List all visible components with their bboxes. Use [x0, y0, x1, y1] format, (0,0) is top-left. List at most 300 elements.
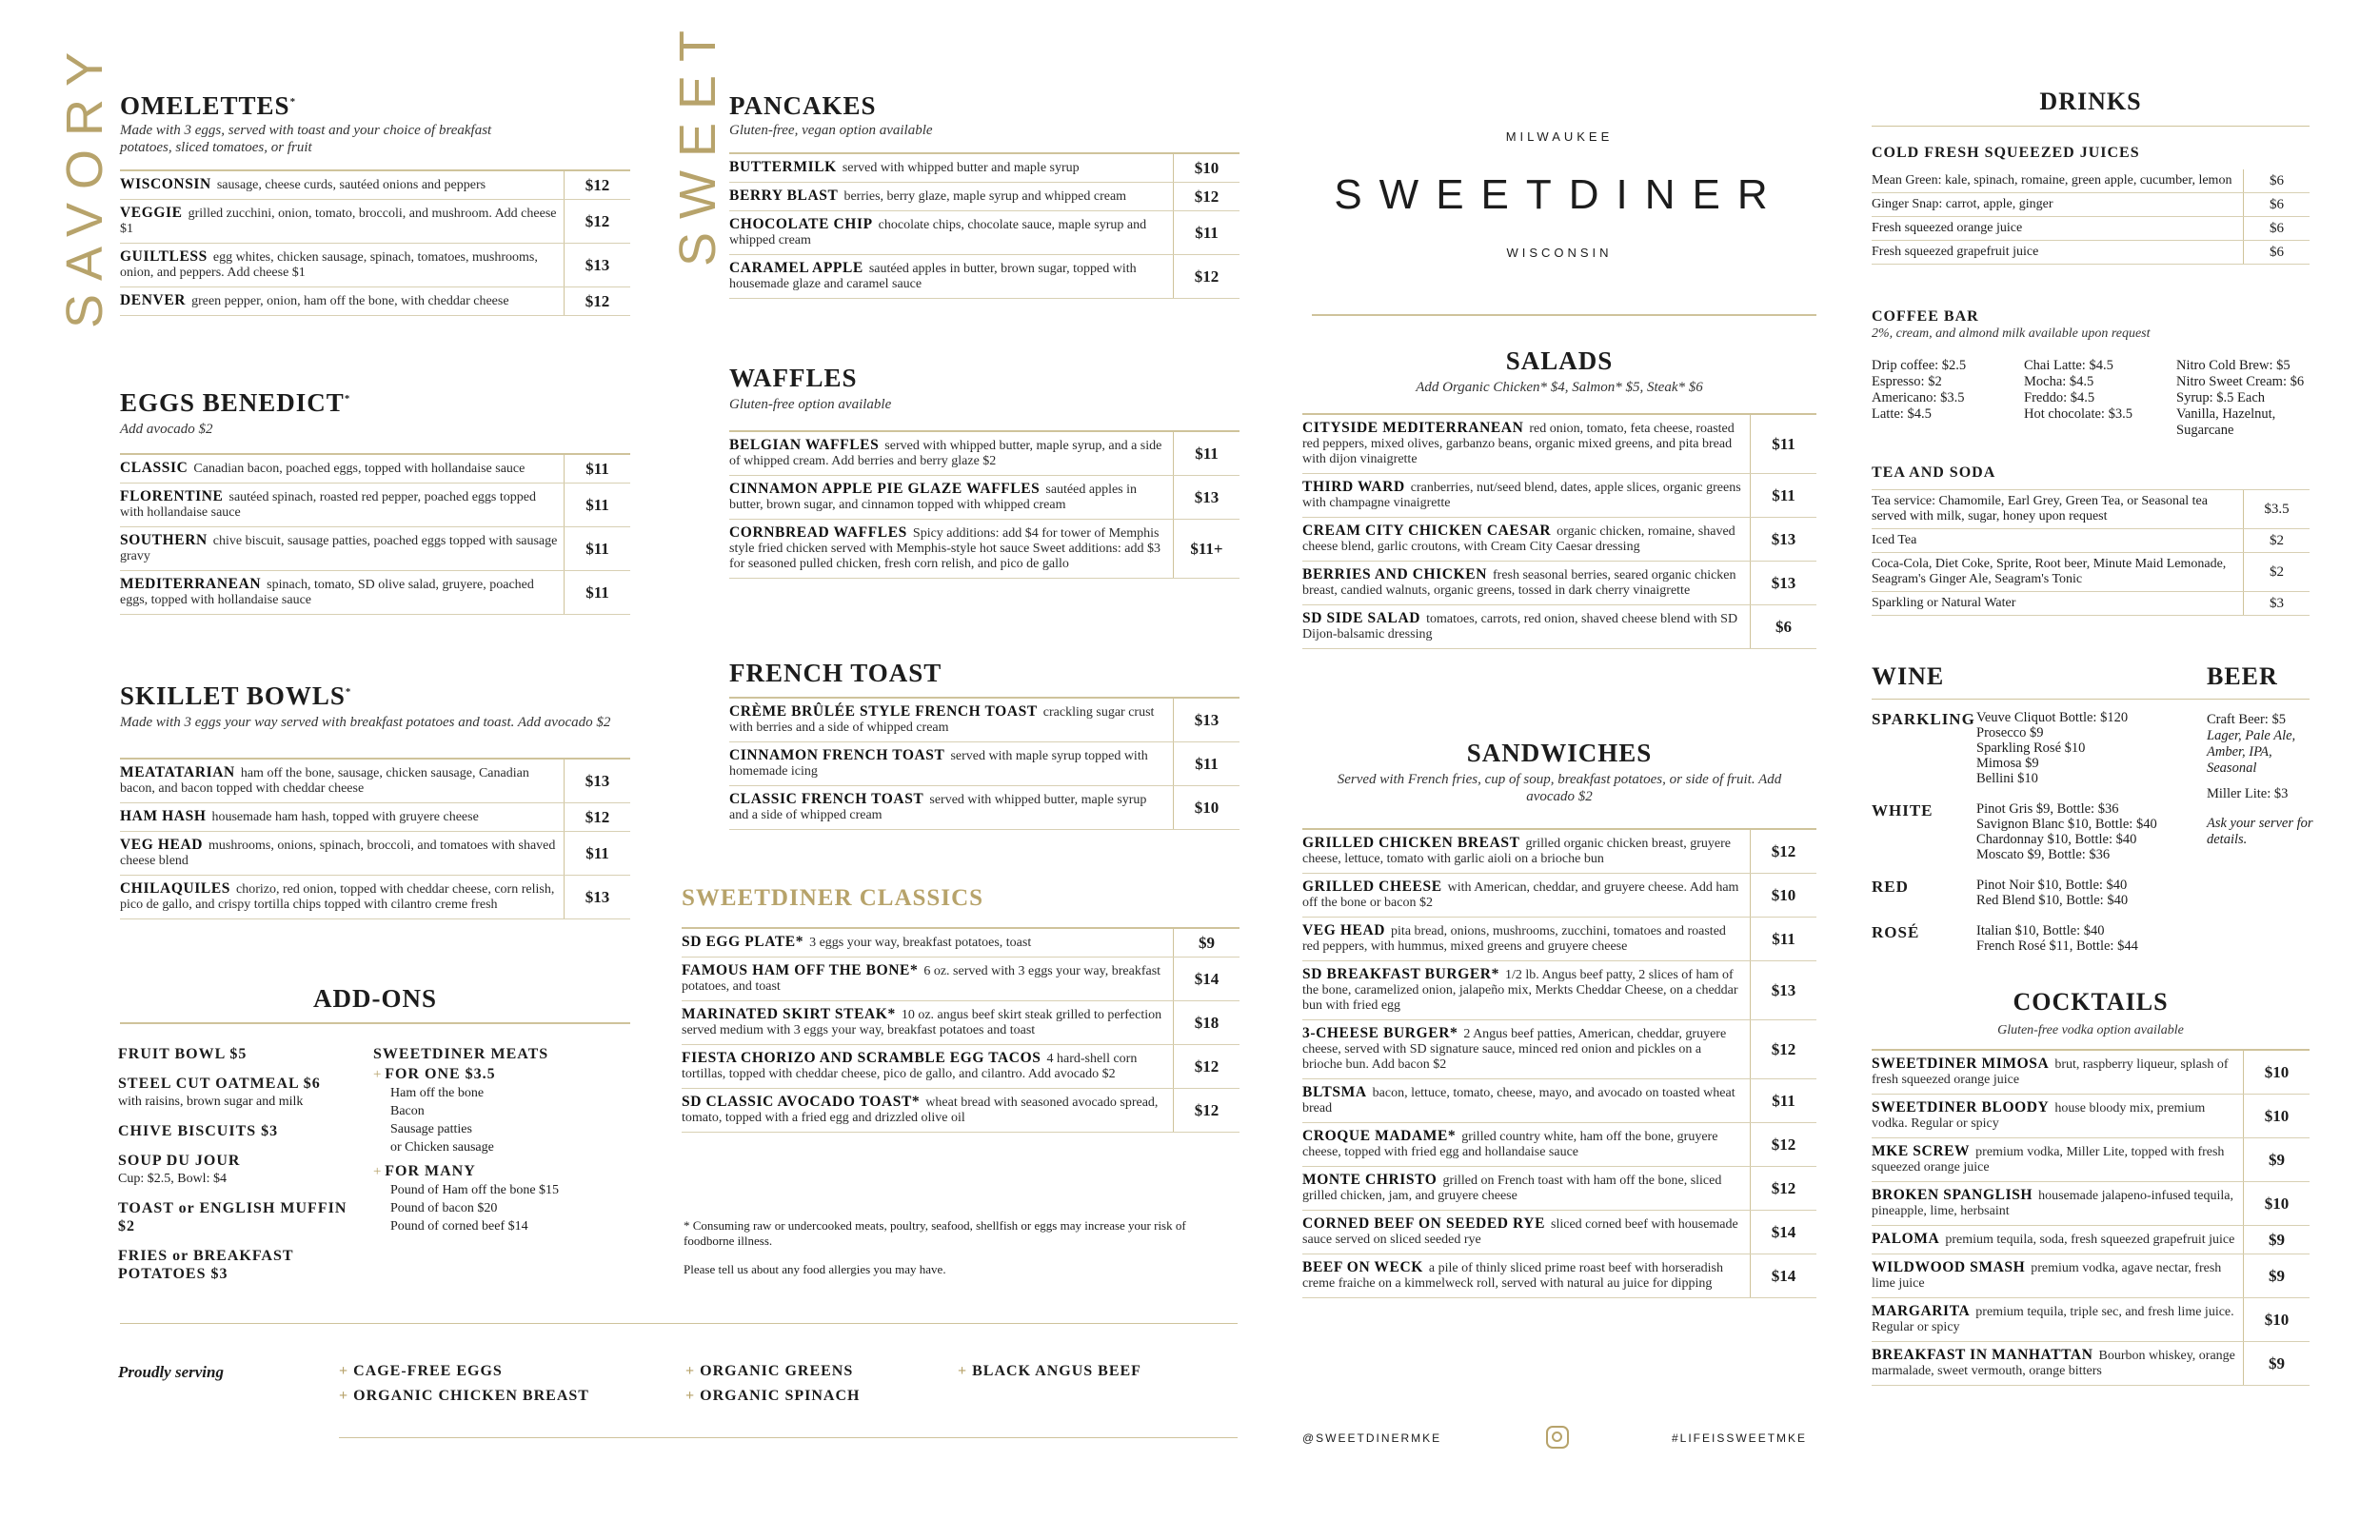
menu-item-desc	[729, 786, 1173, 829]
drink-desc: Coca-Cola, Diet Coke, Sprite, Root beer, Minute Maid Lemonade, Seagram's Ginger Ale, Seagram's Tonic	[1872, 557, 2227, 586]
for-many: FOR MANY	[385, 1163, 476, 1179]
proudly-item: ORGANIC SPINACH	[700, 1388, 861, 1404]
menu-item-desc	[1872, 1298, 2243, 1341]
menu-item-desc	[729, 699, 1173, 741]
addons-rule	[120, 1022, 630, 1024]
menu-item-desc	[1302, 415, 1750, 473]
menu-item	[729, 154, 1240, 183]
menu-item-text: a pile of thinly sliced prime roast beef with horseradish creme fraiche on a kimmelweck roll, served with natural au juice for dipping	[1302, 1261, 1724, 1291]
menu-item-name: CREAM CITY CHICKEN CAESAR	[1302, 523, 1552, 539]
drink-item	[1872, 553, 2310, 592]
drink-item	[1872, 193, 2310, 217]
menu-item-price: $13	[564, 244, 630, 286]
menu-item-text: 1/2 lb. Angus beef patty, 2 slices of ham of the bone, caramelized onion, jalapeño mix, Merkts Cheddar Cheese, on a cheddar bun with fried egg	[1302, 968, 1738, 1013]
brand-rule	[1312, 314, 1816, 316]
menu-item-desc	[729, 476, 1173, 519]
menu-item-desc	[120, 803, 564, 831]
waffles-title: WAFFLES	[729, 364, 858, 392]
menu-item-text: Bourbon whiskey, orange marmalade, sweet vermouth, orange bitters	[1872, 1349, 2235, 1378]
menu-item-price: $12	[1173, 183, 1240, 210]
addon-item	[118, 1045, 356, 1063]
proudly-item: BLACK ANGUS BEEF	[972, 1363, 1141, 1379]
meats-block: SWEETDINER MEATS + FOR ONE $3.5 Ham off the bone Bacon Sausage patties or Chicken sausage + FOR MANY Pound of Ham off the bone $15 Pound of bacon $20 Pound of corned beef $14	[373, 1045, 640, 1235]
menu-item-desc	[682, 1045, 1173, 1088]
menu-item-price: $11	[564, 527, 630, 570]
menu-item-text: wheat bread with seasoned avocado spread, tomato, topped with a fried egg and drizzled olive oil	[682, 1096, 1159, 1125]
menu-item	[120, 527, 630, 571]
wine-option: Veuve Cliquot Bottle: $120	[1976, 710, 2129, 725]
list-item: Hot chocolate: $3.5	[2024, 406, 2132, 422]
tea-title: TEA AND SODA	[1872, 464, 1996, 481]
sandwiches-list	[1302, 828, 1816, 1298]
menu-item-name: FIESTA CHORIZO AND SCRAMBLE EGG TACOS	[682, 1050, 1041, 1066]
menu-item-price: $13	[1173, 699, 1240, 741]
menu-item	[1872, 1254, 2310, 1298]
proudly-rule-top	[120, 1323, 1238, 1324]
menu-item	[1872, 1298, 2310, 1342]
menu-item	[1302, 474, 1816, 518]
menu-item-text: premium vodka, agave nectar, fresh lime juice	[1872, 1261, 2222, 1291]
menu-item	[120, 287, 630, 316]
drink-price: $2	[2243, 529, 2310, 552]
menu-item-price: $12	[564, 171, 630, 199]
menu-item-text: green pepper, onion, ham off the bone, with cheddar cheese	[191, 294, 509, 308]
menu-item-text: chive biscuit, sausage patties, poached eggs topped with sausage gravy	[120, 534, 558, 563]
addon-item	[118, 1152, 356, 1188]
menu-item	[729, 520, 1240, 579]
benedict-list	[120, 453, 630, 615]
menu-item-text: red onion, tomato, feta cheese, roasted red peppers, mixed olives, garbanzo beans, organic mixed greens, and pita bread with dijon vinaigrette	[1302, 422, 1735, 466]
menu-item-price: $10	[2243, 1095, 2310, 1137]
menu-item-text: chocolate chips, chocolate sauce, maple syrup and whipped cream	[729, 218, 1147, 247]
proudly-col1: + CAGE-FREE EGGS + ORGANIC CHICKEN BREAST	[339, 1363, 589, 1404]
menu-item	[120, 455, 630, 484]
note-allergy: Please tell us about any food allergies you may have.	[684, 1262, 946, 1276]
beer-title: BEER	[2207, 662, 2278, 690]
menu-item	[729, 183, 1240, 211]
menu-item-desc	[1872, 1138, 2243, 1181]
menu-item-desc	[1302, 1211, 1750, 1254]
menu-item-name: BELGIAN WAFFLES	[729, 437, 880, 453]
menu-item	[729, 699, 1240, 742]
menu-item	[682, 1001, 1240, 1045]
menu-item-price: $9	[1173, 929, 1240, 957]
menu-item-text: grilled on French toast with ham off the bone, sliced grilled chicken, jam, and gruyere cheese	[1302, 1174, 1722, 1203]
menu-item-text: 3 eggs your way, breakfast potatoes, toast	[809, 936, 1032, 950]
sweet-label: SWEET	[669, 16, 726, 267]
menu-item	[1302, 1167, 1816, 1211]
menu-item-name: CLASSIC FRENCH TOAST	[729, 791, 924, 807]
menu-item	[1302, 1020, 1816, 1079]
menu-item-price: $10	[2243, 1298, 2310, 1341]
menu-item-price: $13	[564, 760, 630, 802]
menu-item-desc	[120, 832, 564, 875]
menu-item-desc	[682, 1001, 1173, 1044]
menu-item	[1872, 1342, 2310, 1386]
salads-list	[1302, 413, 1816, 649]
wine-option: Moscato $9, Bottle: $36	[1976, 847, 2111, 862]
menu-item-name: MEDITERRANEAN	[120, 576, 262, 592]
list-item: Pound of Ham off the bone $15	[390, 1183, 560, 1197]
menu-item-desc	[1302, 474, 1750, 517]
list-item: Nitro Sweet Cream: $6	[2176, 374, 2305, 389]
meats-title: SWEETDINER MEATS	[373, 1046, 549, 1062]
benedict-title: EGGS BENEDICT*	[120, 388, 351, 417]
addon-name: SOUP DU JOUR	[118, 1153, 241, 1169]
coffee-col-3	[2176, 358, 2319, 439]
menu-item-text: premium tequila, soda, fresh squeezed grapefruit juice	[1945, 1233, 2235, 1247]
menu-item-text: crackling sugar crust with berries and a side of whipped cream	[729, 705, 1155, 735]
allergy-notes	[684, 1218, 1217, 1277]
menu-item-desc	[120, 455, 564, 483]
menu-item-name: MARGARITA	[1872, 1303, 1971, 1319]
coffee-title: COFFEE BAR	[1872, 308, 1979, 325]
addon-item	[118, 1122, 356, 1140]
menu-item-price: $6	[1750, 605, 1816, 648]
menu-item	[682, 1089, 1240, 1133]
menu-item-text: egg whites, chicken sausage, spinach, tomatoes, mushrooms, onion, and peppers. Add cheese $1	[120, 250, 538, 280]
menu-item-name: GRILLED CHEESE	[1302, 879, 1442, 895]
menu-item-price: $9	[2243, 1342, 2310, 1385]
menu-item-name: WILDWOOD SMASH	[1872, 1259, 2026, 1275]
menu-item	[1302, 415, 1816, 474]
menu-item-desc	[682, 958, 1173, 1000]
menu-item	[729, 432, 1240, 476]
menu-item-desc	[1302, 562, 1750, 604]
menu-item-price: $18	[1173, 1001, 1240, 1044]
menu-item-desc	[1302, 1020, 1750, 1078]
proudly-col2: + ORGANIC GREENS + ORGANIC SPINACH	[685, 1363, 861, 1404]
menu-item	[1872, 1051, 2310, 1095]
addon-detail: Cup: $2.5, Bowl: $4	[118, 1172, 227, 1186]
menu-item-price: $9	[2243, 1254, 2310, 1297]
menu-item-price: $12	[564, 287, 630, 315]
menu-item-text: sausage, cheese curds, sautéed onions and peppers	[216, 178, 486, 192]
menu-item-text: premium tequila, triple sec, and fresh lime juice. Regular or spicy	[1872, 1305, 2234, 1334]
menu-item-price: $14	[1750, 1211, 1816, 1254]
menu-item-text: house bloody mix, premium vodka. Regular or spicy	[1872, 1101, 2206, 1131]
menu-item-name: VEG HEAD	[1302, 922, 1386, 938]
waffles-list	[729, 430, 1240, 579]
wine-list	[1872, 710, 2195, 969]
drinks-rule	[1872, 126, 2310, 127]
menu-item-text: grilled zucchini, onion, tomato, broccoli, and mushroom. Add cheese $1	[120, 207, 557, 236]
menu-item-name: SD SIDE SALAD	[1302, 610, 1421, 626]
menu-item-text: berries, berry glaze, maple syrup and whipped cream	[843, 189, 1127, 204]
menu-item-name: GRILLED CHICKEN BREAST	[1302, 835, 1520, 851]
menu-item-text: 10 oz. angus beef skirt steak grilled to perfection served medium with 3 eggs your way, breakfast potatoes and toast	[682, 1008, 1162, 1037]
menu-item	[1302, 518, 1816, 562]
menu-item-name: BEEF ON WECK	[1302, 1259, 1423, 1275]
wine-option: French Rosé $11, Bottle: $44	[1976, 938, 2138, 954]
menu-item	[1302, 1079, 1816, 1123]
wine-option: Savignon Blanc $10, Bottle: $40	[1976, 817, 2157, 832]
proudly-rule-bottom	[339, 1437, 1238, 1438]
addon-name: FRIES or BREAKFAST POTATOES $3	[118, 1248, 294, 1282]
menu-item	[729, 786, 1240, 830]
addon-name: STEEL CUT OATMEAL $6	[118, 1076, 321, 1092]
menu-item-name: BROKEN SPANGLISH	[1872, 1187, 2033, 1203]
menu-item-name: PALOMA	[1872, 1231, 1940, 1247]
cocktails-title: COCKTAILS	[2013, 988, 2169, 1016]
menu-item	[1302, 961, 1816, 1020]
menu-item-desc	[1872, 1254, 2243, 1297]
coffee-col-1	[1872, 358, 1966, 423]
menu-item-text: Spicy additions: add $4 for tower of Memphis style fried chicken served with Memphis-style hot sauce Sweet additions: add $3 for seasoned pulled chicken, fresh corn relish, and pico de gallo	[729, 526, 1160, 571]
menu-item-desc	[729, 432, 1173, 475]
beer-ask: Ask your server for details.	[2207, 816, 2313, 847]
list-item: Pound of corned beef $14	[390, 1219, 528, 1234]
menu-item-price: $11+	[1173, 520, 1240, 578]
menu-item-price: $12	[564, 200, 630, 243]
menu-item-price: $14	[1173, 958, 1240, 1000]
list-item: Vanilla, Hazelnut, Sugarcane	[2176, 406, 2276, 438]
beer-craft-styles: Lager, Pale Ale, Amber, IPA, Seasonal	[2207, 728, 2296, 776]
menu-item-price: $12	[1173, 1089, 1240, 1132]
wine-type: WHITE	[1872, 801, 1934, 819]
addon-name: FRUIT BOWL $5	[118, 1046, 248, 1062]
menu-item-desc	[729, 520, 1173, 578]
drink-item	[1872, 490, 2310, 529]
menu-item-name: WISCONSIN	[120, 176, 211, 192]
menu-item-text: grilled country white, ham off the bone, gruyere cheese, topped with fried egg and hollandaise sauce	[1302, 1130, 1718, 1159]
list-item: Espresso: $2	[1872, 374, 1942, 389]
drink-desc: Tea service: Chamomile, Earl Grey, Green Tea, or Seasonal tea served with milk, sugar, honey upon request	[1872, 494, 2208, 523]
wine-option: Pinot Noir $10, Bottle: $40	[1976, 878, 2128, 893]
menu-item-desc	[120, 287, 564, 315]
menu-item	[120, 760, 630, 803]
menu-item-text: mushrooms, onions, spinach, broccoli, and tomatoes with shaved cheese blend	[120, 839, 556, 868]
menu-item-text: 4 hard-shell corn tortillas, topped with cheddar cheese, pico de gallo, and cilantro. Add avocado $2	[682, 1052, 1138, 1081]
menu-item-name: MKE SCREW	[1872, 1143, 1971, 1159]
menu-item-text: tomatoes, carrots, red onion, shaved cheese blend with SD Dijon-balsamic dressing	[1302, 612, 1738, 642]
sandwiches-subtitle: Served with French fries, cup of soup, breakfast potatoes, or side of fruit. Add avocado $2	[1337, 772, 1782, 804]
drink-desc: Ginger Snap: carrot, apple, ginger	[1872, 197, 2053, 211]
menu-item-price: $11	[1750, 1079, 1816, 1122]
menu-item-text: sliced corned beef with housemade sauce served on sliced seeded rye	[1302, 1217, 1738, 1247]
wine-option: Prosecco $9	[1976, 725, 2044, 740]
skillet-list	[120, 758, 630, 919]
menu-item-text: fresh seasonal berries, seared organic chicken breast, candied walnuts, organic greens, tossed in dark cherry vinaigrette	[1302, 568, 1736, 598]
menu-item-price: $12	[1750, 1123, 1816, 1166]
juices-list	[1872, 169, 2310, 265]
coffee-col-2	[2024, 358, 2132, 423]
menu-item-desc	[729, 211, 1173, 254]
menu-item	[1872, 1095, 2310, 1138]
menu-item	[682, 929, 1240, 958]
menu-item-price: $12	[1173, 255, 1240, 298]
for-many-list	[373, 1181, 640, 1235]
menu-item-text: spinach, tomato, SD olive salad, gruyere, poached eggs, topped with hollandaise sauce	[120, 578, 534, 607]
for-one: FOR ONE $3.5	[385, 1066, 496, 1082]
menu-item-price: $11	[1750, 474, 1816, 517]
menu-item-desc	[1302, 874, 1750, 917]
proudly-col3: + BLACK ANGUS BEEF	[958, 1363, 1141, 1379]
drink-price: $6	[2243, 193, 2310, 216]
benedict-subtitle: Add avocado $2	[120, 422, 213, 437]
menu-item-price: $13	[564, 876, 630, 918]
menu-item	[1302, 605, 1816, 649]
addon-item	[118, 1199, 356, 1235]
menu-item-desc	[729, 255, 1173, 298]
drink-item	[1872, 529, 2310, 553]
menu-item-price: $9	[2243, 1138, 2310, 1181]
list-item: Pound of bacon $20	[390, 1201, 498, 1215]
menu-item-price: $11	[1750, 918, 1816, 960]
wine-title: WINE	[1872, 662, 1945, 690]
proudly-item: ORGANIC GREENS	[700, 1363, 854, 1379]
menu-item-desc	[120, 876, 564, 918]
brand-logo: SWEETDINER	[1334, 171, 1785, 218]
menu-item-text: organic chicken, romaine, shaved cheese blend, garlic croutons, with Cream City Caesar dressing	[1302, 524, 1735, 554]
menu-item	[120, 171, 630, 200]
addon-detail: with raisins, brown sugar and milk	[118, 1095, 304, 1109]
menu-item-name: MONTE CHRISTO	[1302, 1172, 1438, 1188]
menu-item-text: sautéed spinach, roasted red pepper, poached eggs topped with hollandaise sauce	[120, 490, 536, 520]
menu-item	[729, 742, 1240, 786]
menu-item-desc	[729, 742, 1173, 785]
menu-item-desc	[120, 171, 564, 199]
list-item: Bacon	[390, 1104, 425, 1118]
drink-price: $6	[2243, 217, 2310, 240]
menu-item-desc	[1302, 518, 1750, 561]
menu-item-desc	[1872, 1051, 2243, 1094]
wine-options	[1976, 923, 2138, 954]
menu-item-price: $12	[1750, 830, 1816, 873]
menu-item-price: $11	[1173, 742, 1240, 785]
menu-item	[120, 571, 630, 615]
wine-type: RED	[1872, 878, 1909, 896]
wine-options	[1976, 878, 2128, 908]
drink-desc: Mean Green: kale, spinach, romaine, green apple, cucumber, lemon	[1872, 173, 2232, 188]
menu-item-price: $12	[1750, 1167, 1816, 1210]
addons-title: ADD-ONS	[312, 984, 437, 1013]
menu-item-name: SD BREAKFAST BURGER*	[1302, 966, 1499, 982]
wine-option: Bellini $10	[1976, 771, 2038, 786]
menu-item-name: CORNBREAD WAFFLES	[729, 524, 907, 541]
menu-item-desc	[120, 760, 564, 802]
social-hashtag[interactable]: #LIFEISSWEETMKE	[1672, 1431, 1808, 1445]
menu-item-name: THIRD WARD	[1302, 479, 1405, 495]
menu-item-price: $10	[1173, 786, 1240, 829]
drink-item	[1872, 241, 2310, 265]
wine-type: ROSÉ	[1872, 923, 1920, 941]
menu-item	[120, 832, 630, 876]
omelettes-list	[120, 169, 630, 316]
addon-item	[118, 1075, 356, 1111]
menu-item-price: $13	[1750, 961, 1816, 1019]
menu-item-price: $11	[1750, 415, 1816, 473]
list-item: Sausage patties	[390, 1122, 472, 1136]
list-item: or Chicken sausage	[390, 1140, 494, 1155]
menu-item	[1302, 1254, 1816, 1298]
menu-item-desc	[682, 1089, 1173, 1132]
menu-item-desc	[1302, 605, 1750, 648]
menu-item-price: $11	[564, 571, 630, 614]
menu-item-text: served with whipped butter, maple syrup, and a side of whipped cream. Add berries and berry glaze $2	[729, 439, 1162, 468]
menu-item-desc	[120, 484, 564, 526]
menu-item-price: $11	[1173, 432, 1240, 475]
menu-item-text: ham off the bone, sausage, chicken sausage, Canadian bacon, and bacon topped with cheddar cheese	[120, 766, 529, 796]
menu-item-name: 3-CHEESE BURGER*	[1302, 1025, 1458, 1041]
addon-item	[118, 1247, 356, 1283]
wine-option: Chardonnay $10, Bottle: $40	[1976, 832, 2137, 847]
drink-desc: Sparkling or Natural Water	[1872, 596, 2016, 610]
beer-miller: Miller Lite: $3	[2207, 786, 2289, 801]
menu-item-name: CROQUE MADAME*	[1302, 1128, 1457, 1144]
menu-item-name: CINNAMON APPLE PIE GLAZE WAFFLES	[729, 481, 1041, 497]
menu-item-desc	[1302, 1254, 1750, 1297]
list-item: Freddo: $4.5	[2024, 390, 2095, 405]
menu-item-name: HAM HASH	[120, 808, 207, 824]
addon-name: TOAST or ENGLISH MUFFIN $2	[118, 1200, 347, 1234]
wine-option: Italian $10, Bottle: $40	[1976, 923, 2105, 938]
social-handle[interactable]: @SWEETDINERMKE	[1302, 1431, 1442, 1445]
menu-item-desc	[1302, 830, 1750, 873]
instagram-icon[interactable]	[1546, 1426, 1569, 1449]
skillet-subtitle: Made with 3 eggs your way served with breakfast potatoes and toast. Add avocado $2	[120, 715, 611, 730]
proudly-label: Proudly serving	[118, 1363, 224, 1381]
menu-item-name: BERRIES AND CHICKEN	[1302, 566, 1487, 582]
drink-price: $2	[2243, 553, 2310, 591]
menu-item-desc	[120, 571, 564, 614]
menu-item-name: DENVER	[120, 292, 187, 308]
menu-item-name: VEGGIE	[120, 205, 183, 221]
wine-group	[1872, 923, 2195, 954]
menu-item-name: SWEETDINER BLOODY	[1872, 1099, 2050, 1116]
menu-item-name: FLORENTINE	[120, 488, 224, 504]
menu-item-desc	[1302, 1079, 1750, 1122]
sandwiches-title: SANDWICHES	[1466, 739, 1653, 767]
menu-item-name: GUILTLESS	[120, 248, 208, 265]
menu-item-desc	[729, 154, 1173, 182]
menu-item-price: $10	[2243, 1182, 2310, 1225]
menu-item-price: $10	[1173, 154, 1240, 182]
menu-item-text: Canadian bacon, poached eggs, topped with hollandaise sauce	[193, 462, 526, 476]
drink-price: $6	[2243, 169, 2310, 192]
menu-item-name: MARINATED SKIRT STEAK*	[682, 1006, 896, 1022]
menu-item-name: FAMOUS HAM OFF THE BONE*	[682, 962, 919, 978]
menu-item-price: $11	[564, 455, 630, 483]
menu-item-name: SOUTHERN	[120, 532, 208, 548]
drink-item	[1872, 169, 2310, 193]
menu-item-price: $12	[1173, 1045, 1240, 1088]
pancakes-title: PANCAKES	[729, 91, 877, 120]
note-raw: * Consuming raw or undercooked meats, poultry, seafood, shellfish or eggs may increase your risk of foodborne illness.	[684, 1218, 1186, 1248]
drink-desc: Fresh squeezed grapefruit juice	[1872, 245, 2039, 259]
menu-item-text: served with whipped butter, maple syrup and a side of whipped cream	[729, 793, 1147, 822]
list-item: Chai Latte: $4.5	[2024, 358, 2113, 373]
drink-price: $6	[2243, 241, 2310, 264]
drink-item	[1872, 592, 2310, 616]
menu-item-price: $10	[1750, 874, 1816, 917]
omelettes-title: OMELETTES*	[120, 91, 297, 120]
menu-item	[120, 200, 630, 244]
drinks-title: DRINKS	[2039, 88, 2142, 115]
coffee-subtitle: 2%, cream, and almond milk available upon request	[1872, 326, 2151, 341]
proudly-item: CAGE-FREE EGGS	[353, 1363, 503, 1379]
cocktails-subtitle: Gluten-free vodka option available	[1997, 1023, 2184, 1037]
wine-option: Pinot Gris $9, Bottle: $36	[1976, 801, 2119, 817]
menu-item	[1302, 918, 1816, 961]
menu-item-name: BLTSMA	[1302, 1084, 1367, 1100]
menu-item-desc	[1302, 918, 1750, 960]
menu-item	[1872, 1138, 2310, 1182]
menu-item-text: housemade ham hash, topped with gruyere cheese	[211, 810, 479, 824]
menu-item	[1302, 1123, 1816, 1167]
menu-item-name: CLASSIC	[120, 460, 188, 476]
menu-item-price: $13	[1173, 476, 1240, 519]
